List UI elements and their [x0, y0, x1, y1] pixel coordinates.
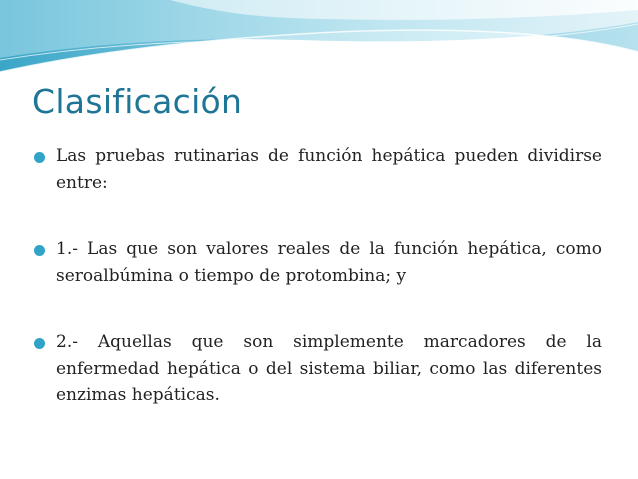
bullet-text: Las pruebas rutinarias de función hepática pueden dividirse entre: — [56, 146, 602, 193]
bullet-item — [34, 143, 602, 196]
bullet-text: 2.- Aquellas que son simplemente marcadores de la enfermedad hepática o del sistema biliar, como las diferentes enzimas hepáticas. — [56, 332, 602, 405]
bullet-item — [34, 236, 602, 289]
bullet-item — [34, 329, 602, 409]
bullet-text: 1.- Las que son valores reales de la función hepática, como seroalbúmina o tiempo de protombina; y — [56, 239, 602, 286]
bullet-dot-icon — [34, 245, 45, 256]
header-wave-decoration — [0, 0, 638, 80]
slide-title: Clasificación — [32, 82, 243, 121]
bullet-dot-icon — [34, 338, 45, 349]
bullet-dot-icon — [34, 152, 45, 163]
